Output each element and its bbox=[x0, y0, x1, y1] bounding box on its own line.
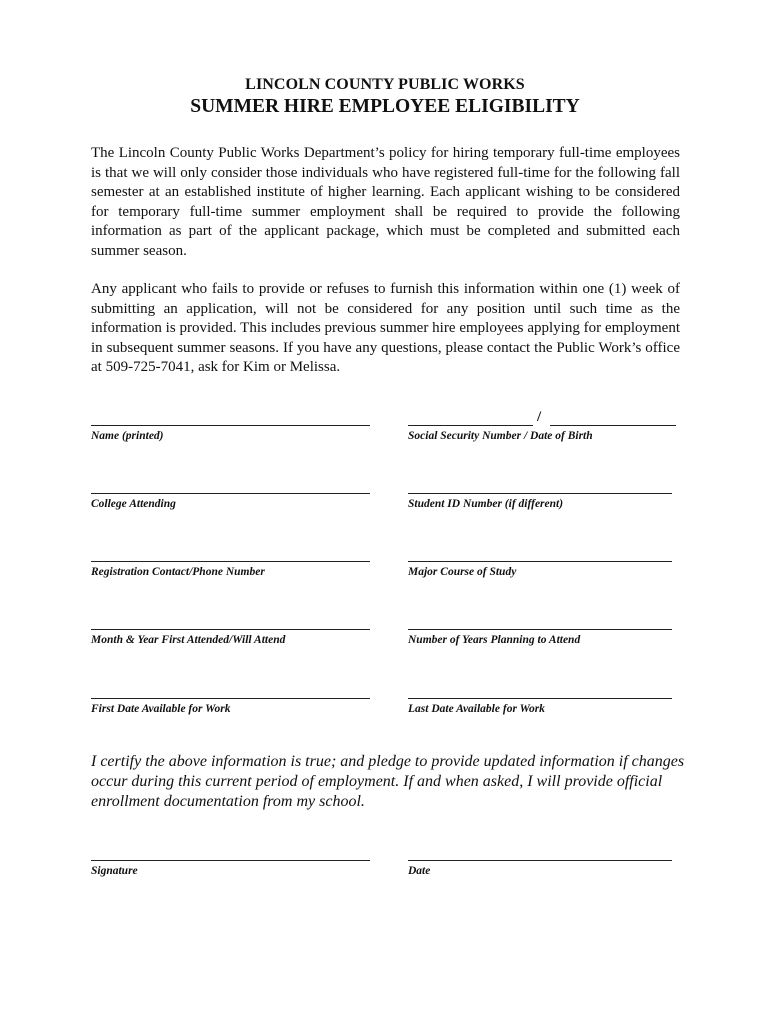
name-printed-line[interactable] bbox=[91, 425, 370, 426]
first-date-available-line[interactable] bbox=[91, 698, 370, 699]
ssn-dob-separator: / bbox=[537, 409, 542, 425]
organization-heading: LINCOLN COUNTY PUBLIC WORKS bbox=[245, 76, 525, 93]
month-year-first-line[interactable] bbox=[91, 629, 370, 630]
registration-contact-line[interactable] bbox=[91, 561, 370, 562]
years-planning-label: Number of Years Planning to Attend bbox=[408, 634, 581, 646]
dob-line[interactable] bbox=[550, 425, 676, 426]
years-planning-line[interactable] bbox=[408, 629, 672, 630]
policy-paragraph: The Lincoln County Public Works Department’s policy for hiring temporary full-time employees is that we will only consider those individuals who have registered full-time for the following fall semester at an established institute of higher learning. Each applicant wishing to be considered for temporary full-time summer employment shall be required to provide the following information as part of the applicant package, which must be completed and submitted each summer season. bbox=[91, 145, 680, 259]
signature-label: Signature bbox=[91, 865, 138, 877]
last-date-available-line[interactable] bbox=[408, 698, 672, 699]
month-year-first-label: Month & Year First Attended/Will Attend bbox=[91, 634, 286, 646]
first-date-available-label: First Date Available for Work bbox=[91, 703, 231, 715]
ssn-line[interactable] bbox=[408, 425, 533, 426]
form-title: SUMMER HIRE EMPLOYEE ELIGIBILITY bbox=[190, 96, 580, 117]
signature-line[interactable] bbox=[91, 860, 370, 861]
student-id-label: Student ID Number (if different) bbox=[408, 498, 564, 510]
name-printed-label: Name (printed) bbox=[91, 430, 164, 442]
deadline-paragraph: Any applicant who fails to provide or refuses to furnish this information within one (1) week of submitting an application, will not be considered for any position until such time as the information is provided. This includes previous summer hire employees applying for employment in subsequent summer seasons. If you have any questions, please contact the Public Work’s office at 509-725-7041, ask for Kim or Melissa. bbox=[91, 281, 680, 375]
certification-statement: I certify the above information is true; and pledge to provide updated information if changes occur during this current period of employment. If and when asked, I will provide official enrollment documentation from my school. bbox=[91, 753, 685, 810]
major-course-label: Major Course of Study bbox=[408, 566, 517, 578]
date-line[interactable] bbox=[408, 860, 672, 861]
college-attending-label: College Attending bbox=[91, 498, 176, 510]
registration-contact-label: Registration Contact/Phone Number bbox=[91, 566, 265, 578]
last-date-available-label: Last Date Available for Work bbox=[408, 703, 545, 715]
major-course-line[interactable] bbox=[408, 561, 672, 562]
date-label: Date bbox=[408, 865, 431, 877]
college-attending-line[interactable] bbox=[91, 493, 370, 494]
ssn-dob-label: Social Security Number / Date of Birth bbox=[408, 430, 593, 442]
student-id-line[interactable] bbox=[408, 493, 672, 494]
